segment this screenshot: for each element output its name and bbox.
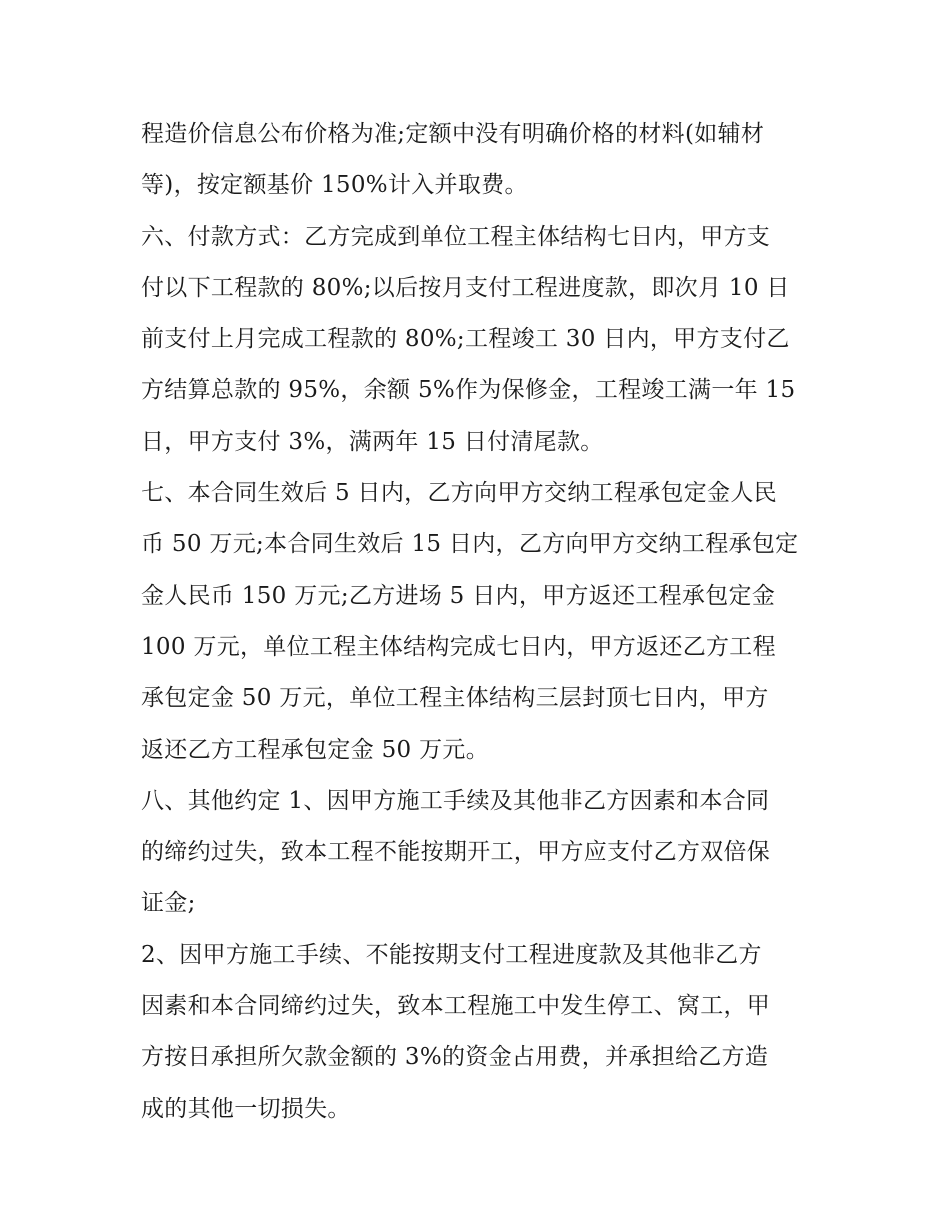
text-line: 等)，按定额基价 150%计入并取费。 <box>141 172 528 199</box>
paragraph-pricing-continued <box>141 109 821 212</box>
text-line: 方按日承担所欠款金额的 3%的资金占用费，并承担给乙方造 <box>141 1044 769 1071</box>
text-line: 七、本合同生效后 5 日内，乙方向甲方交纳工程承包定金人民 <box>141 480 777 507</box>
text-line: 八、其他约定 1、因甲方施工手续及其他非乙方因素和本合同 <box>141 787 770 814</box>
text-line: 程造价信息公布价格为准;定额中没有明确价格的材料(如辅材 <box>141 121 765 147</box>
text-line: 成的其他一切损失。 <box>141 1095 351 1122</box>
text-line: 方结算总款的 95%，余额 5%作为保修金，工程竣工满一年 15 <box>141 377 796 404</box>
text-line: 六、付款方式：乙方完成到单位工程主体结构七日内，甲方支 <box>141 223 771 250</box>
text-line: 承包定金 50 万元，单位工程主体结构三层封顶七日内，甲方 <box>141 685 769 712</box>
text-line: 前支付上月完成工程款的 80%;工程竣工 30 日内，甲方支付乙 <box>141 326 790 353</box>
document-body <box>141 109 821 1135</box>
text-line: 币 50 万元;本合同生效后 15 日内，乙方向甲方交纳工程承包定 <box>141 531 799 558</box>
text-line: 的缔约过失，致本工程不能按期开工，甲方应支付乙方双倍保 <box>141 839 771 866</box>
text-line: 证金; <box>141 890 196 917</box>
text-line: 100 万元，单位工程主体结构完成七日内，甲方返还乙方工程 <box>141 633 776 660</box>
paragraph-deposit <box>141 468 821 776</box>
paragraph-delay-compensation <box>141 930 821 1135</box>
text-line: 2、因甲方施工手续、不能按期支付工程进度款及其他非乙方 <box>141 941 762 968</box>
text-line: 金人民币 150 万元;乙方进场 5 日内，甲方返还工程承包定金 <box>141 582 776 609</box>
paragraph-payment-method <box>141 212 821 468</box>
text-line: 日，甲方支付 3%，满两年 15 日付清尾款。 <box>141 428 604 455</box>
paragraph-other-agreements <box>141 776 821 930</box>
text-line: 因素和本合同缔约过失，致本工程施工中发生停工、窝工，甲 <box>141 993 771 1020</box>
text-line: 返还乙方工程承包定金 50 万元。 <box>141 736 489 763</box>
text-line: 付以下工程款的 80%;以后按月支付工程进度款，即次月 10 日 <box>141 274 790 301</box>
